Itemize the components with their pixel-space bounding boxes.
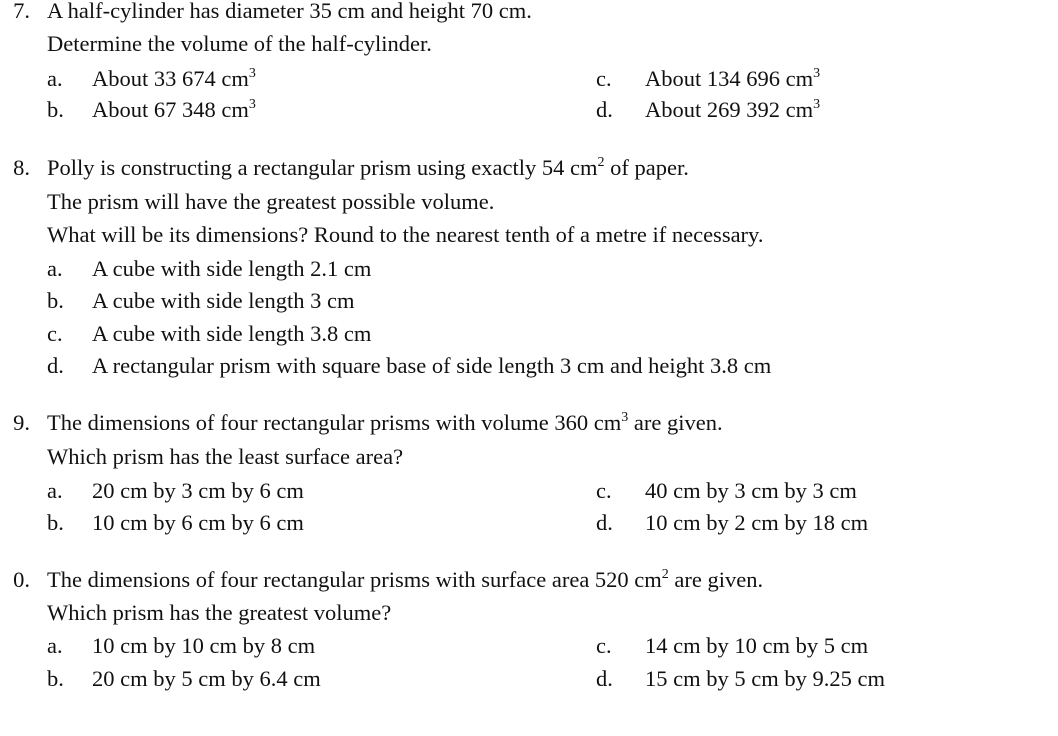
option-text[interactable]: 40 cm by 3 cm by 3 cm <box>645 478 857 503</box>
question-stem-line: Polly is constructing a rectangular prism using exactly 54 $cm^2$ of paper. <box>47 155 689 180</box>
option-text[interactable]: 10 cm by 6 cm by 6 cm <box>92 510 304 535</box>
option-text[interactable]: About 269 392 $cm^3$ <box>645 97 821 122</box>
question-stem-line: The prism will have the greatest possible volume. <box>47 189 495 214</box>
option-text[interactable]: A cube with side length 3.8 cm <box>92 321 372 346</box>
option-letter: d. <box>596 97 613 122</box>
option-letter: a. <box>47 66 63 91</box>
option-letter: c. <box>47 321 63 346</box>
option-letter: c. <box>596 633 612 658</box>
option-text[interactable]: About 134 696 $cm^3$ <box>645 66 821 91</box>
option-letter: b. <box>47 666 64 691</box>
option-letter: b. <box>47 510 64 535</box>
option-text[interactable]: A cube with side length 3 cm <box>92 288 355 313</box>
option-letter: b. <box>47 288 64 313</box>
option-letter: b. <box>47 97 64 122</box>
option-letter: c. <box>596 478 612 503</box>
option-letter: c. <box>596 66 612 91</box>
option-text[interactable]: 14 cm by 10 cm by 5 cm <box>645 633 869 658</box>
option-letter: a. <box>47 633 63 658</box>
option-letter: d. <box>596 510 613 535</box>
option-letter: a. <box>47 478 63 503</box>
option-text[interactable]: A cube with side length 2.1 cm <box>92 256 372 281</box>
option-text[interactable]: A rectangular prism with square base of side length 3 cm and height 3.8 cm <box>92 353 772 378</box>
option-text[interactable]: About 67 348 $cm^3$ <box>92 97 256 122</box>
option-text[interactable]: 20 cm by 5 cm by 6.4 cm <box>92 666 321 691</box>
question-stem-line: Which prism has the greatest volume? <box>47 600 392 625</box>
option-text[interactable]: 10 cm by 10 cm by 8 cm <box>92 633 316 658</box>
question-stem-line: Which prism has the least surface area? <box>47 444 404 469</box>
question-stem-line: Determine the volume of the half-cylinder. <box>47 31 432 56</box>
question-number: 7. <box>13 0 30 23</box>
option-text[interactable]: 15 cm by 5 cm by 9.25 cm <box>645 666 885 691</box>
option-letter: a. <box>47 256 63 281</box>
question-stem-line: What will be its dimensions? Round to the nearest tenth of a metre if necessary. <box>47 222 764 247</box>
question-stem-line: The dimensions of four rectangular prisms with surface area 520 $cm^2$ are given. <box>47 567 764 592</box>
question-number: 0. <box>13 567 30 592</box>
question-stem-line: A half-cylinder has diameter 35 cm and height 70 cm. <box>47 0 532 23</box>
question-stem-line: The dimensions of four rectangular prisms with volume 360 $cm^3$ are given. <box>47 410 723 435</box>
option-letter: d. <box>596 666 613 691</box>
question-number: 8. <box>13 155 30 180</box>
option-text[interactable]: 20 cm by 3 cm by 6 cm <box>92 478 304 503</box>
question-number: 9. <box>13 410 30 435</box>
option-letter: d. <box>47 353 64 378</box>
option-text[interactable]: 10 cm by 2 cm by 18 cm <box>645 510 869 535</box>
option-text[interactable]: About 33 674 $cm^3$ <box>92 66 256 91</box>
